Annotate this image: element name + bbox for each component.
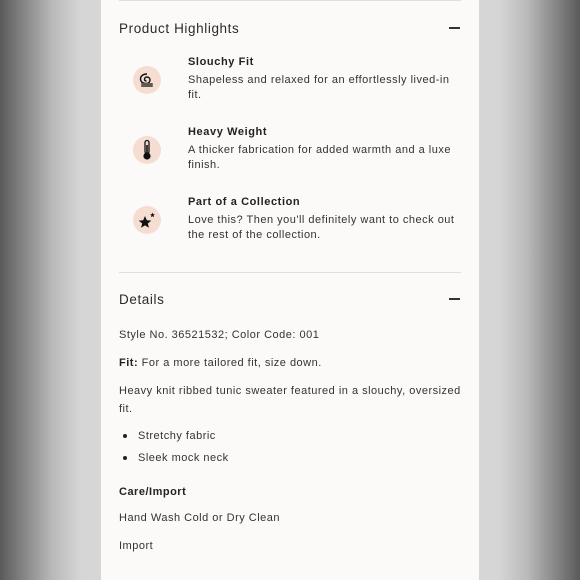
import-text: Import — [119, 540, 154, 552]
care-text: Hand Wash Cold or Dry Clean — [119, 512, 281, 524]
list-item — [119, 447, 461, 469]
bullet-icon — [123, 434, 127, 438]
highlight-item — [119, 125, 461, 195]
details-title: Details — [119, 291, 165, 307]
highlight-text — [188, 55, 461, 103]
care-title — [119, 483, 461, 501]
feature-text: Stretchy fabric — [138, 430, 216, 442]
highlight-item — [119, 195, 461, 265]
stars-icon — [133, 206, 161, 234]
feature-text: Sleek mock neck — [138, 452, 229, 464]
fit-label: Fit: — [119, 357, 139, 369]
highlight-desc: Love this? Then you'll definitely want to check out the rest of the collection. — [188, 214, 455, 241]
highlights-header[interactable] — [119, 1, 461, 55]
collapse-icon[interactable] — [449, 27, 460, 28]
highlight-desc: Shapeless and relaxed for an effortlessly lived-in fit. — [188, 74, 450, 101]
highlight-text — [188, 125, 461, 173]
product-info-panel — [101, 0, 479, 580]
care-label: Care/Import — [119, 486, 187, 498]
bullet-icon — [123, 456, 127, 460]
feature-list — [119, 425, 461, 469]
highlights-list — [119, 55, 461, 265]
fabric-roll-icon — [133, 66, 161, 94]
highlights-title: Product Highlights — [119, 20, 240, 36]
details-header[interactable] — [119, 273, 461, 325]
details-body — [119, 326, 461, 555]
thermometer-icon — [133, 136, 161, 164]
collapse-icon[interactable] — [449, 298, 460, 299]
highlight-item — [119, 55, 461, 125]
style-number: Style No. 36521532; Color Code: 001 — [119, 329, 320, 341]
product-description: Heavy knit ribbed tunic sweater featured in a slouchy, oversized fit. — [119, 385, 461, 415]
fit-note — [119, 354, 461, 372]
highlight-title: Slouchy Fit — [188, 56, 254, 68]
fit-text: For a more tailored fit, size down. — [141, 357, 322, 369]
highlight-desc: A thicker fabrication for added warmth and a luxe finish. — [188, 144, 451, 171]
list-item — [119, 425, 461, 447]
highlight-title: Heavy Weight — [188, 126, 268, 138]
highlight-title: Part of a Collection — [188, 196, 301, 208]
highlight-text — [188, 195, 461, 243]
